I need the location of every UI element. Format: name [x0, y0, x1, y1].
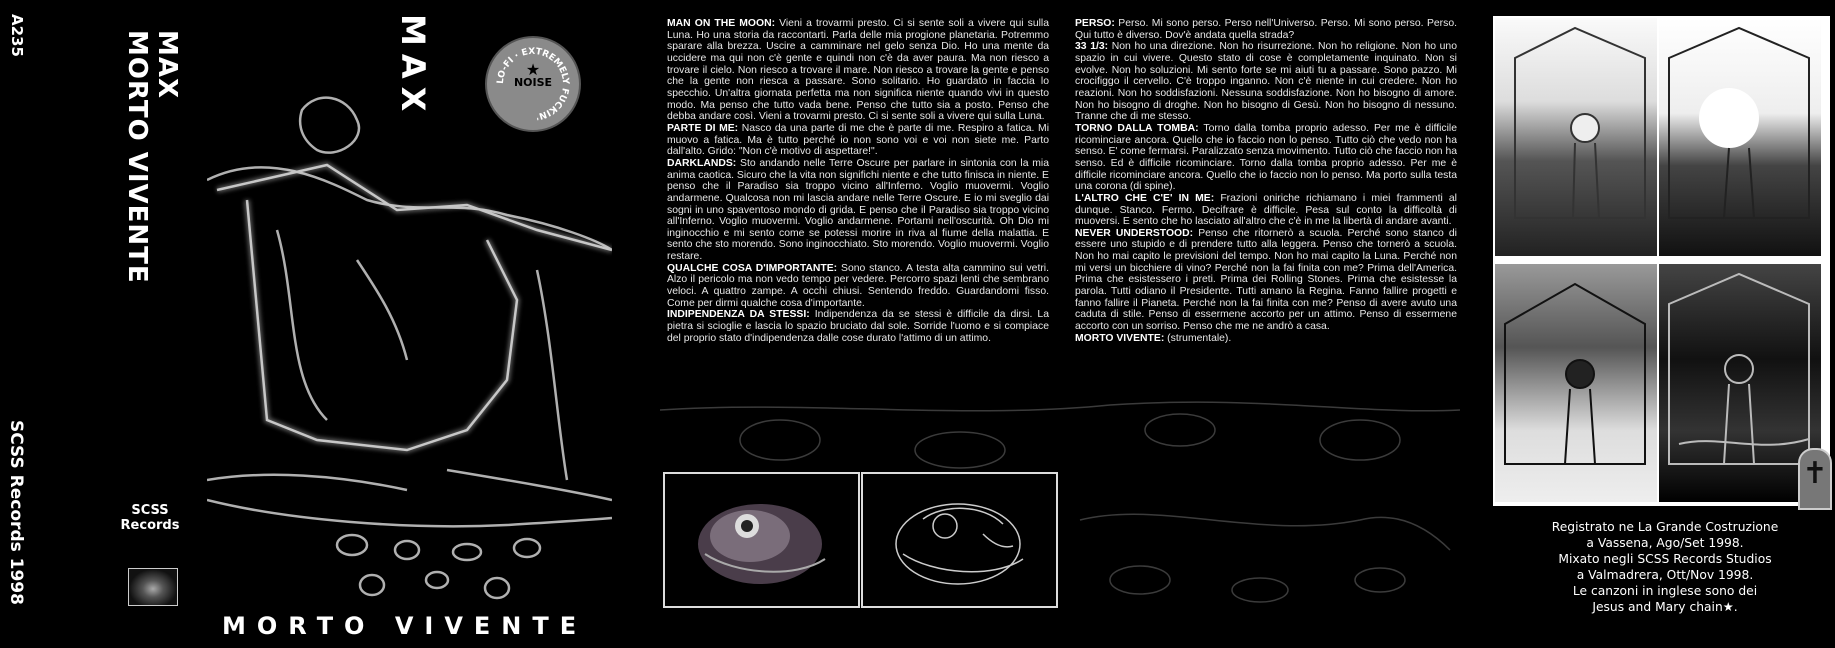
spine-artist: MAX [152, 30, 182, 100]
song-title: QUALCHE COSA D'IMPORTANTE: [667, 262, 838, 274]
front-artist: MAX [394, 14, 432, 120]
lyrics-panel-left [667, 18, 1049, 344]
credit-line: Jesus and Mary chain★. [1592, 600, 1738, 614]
lyric-block [1075, 41, 1457, 123]
catalog-number: A235 [8, 14, 26, 57]
front-cover [207, 0, 612, 648]
song-title: 33 1/3: [1075, 41, 1109, 53]
credit-line: a Vassena, Ago/Set 1998. [1586, 536, 1744, 550]
song-lyrics: Penso che ritornerò a scuola. Perché sono stanco di essere uno stupido e di prendere tutto alla leggera. Penso che tornerò a scuola. Non ho mai capito le previsioni del tempo. Non ho mai capito la Luna. Perché non mi versi un bicchiere di vino? Perché non la fai finita con me? Prima dell'America. Prima che esistessero i preti. Prima dei Rolling Stones. Prima che esistesse la parola. Tutti odiano il Presidente. Tutti amano la Regina. Fanno fallire progetti e fanno fallire il Pianeta. Perché non la fai finita con me? Penso di avere avuto una caduta di stile. Penso di essermene accorto per un attimo. Penso di essermene accorto con un sorriso. Penso che me ne andrò a casa. [1075, 227, 1457, 333]
song-title: DARKLANDS: [667, 157, 737, 169]
credit-line: Le canzoni in inglese sono dei [1572, 584, 1758, 598]
credit-line: Registrato ne La Grande Costruzione [1551, 520, 1779, 534]
photo-collage [1493, 16, 1830, 506]
song-lyrics: Non ho una direzione. Non ho risurrezione. Non ho religione. Non ho uno spazio in cui vivere. Questo stato di cose è completamente inquinato. Non si evolve. Non ho soluzioni. Mi sento forte se mi aiuti tu a passare. Sono pazzo. Mi crocifiggo il cervello. C'è troppo inganno. Non c'è niente in cui credere. Non ho reazioni. Non ho soddisfazioni. Nessuna soddisfazione. Non ho bisogno di amore. Non ho bisogno di droghe. Non ho bisogno di Gesù. Non ho bisogno di nessuno. Tranne che di me stesso. [1075, 41, 1457, 123]
lyric-block [1075, 123, 1457, 193]
credit-line: Mixato negli SCSS Records Studios [1558, 552, 1772, 566]
cross-icon: ✝ [1802, 457, 1828, 490]
star-icon: ★ [525, 62, 541, 79]
rabbit-photo-art [665, 474, 858, 606]
song-lyrics: Indipendenza da se stessi è difficile da dirsi. La pietra si scioglie e lascia lo spazio bruciato dal sole. Sorride l'uomo e si compiace del proprio stato d'indipendenza dalle cose durato l'attimo di un attimo. [667, 309, 1049, 344]
lofi-noise-stamp [485, 36, 581, 132]
credit-line: a Valmadrera, Ott/Nov 1998. [1576, 568, 1754, 582]
song-title: NEVER UNDERSTOOD: [1075, 227, 1194, 239]
lyric-block [1075, 228, 1457, 333]
song-title: PARTE DI ME: [667, 122, 739, 134]
lyric-block [1075, 193, 1457, 228]
spine-panel [0, 0, 205, 648]
lyric-block [667, 123, 1049, 158]
label-logo-line2: Records [120, 518, 180, 533]
song-title: PERSO: [1075, 18, 1115, 29]
song-title: TORNO DALLA TOMBA: [1075, 122, 1199, 134]
front-title: MORTO VIVENTE [222, 612, 588, 640]
band-photo-2 [1659, 18, 1821, 256]
lyric-block [667, 18, 1049, 123]
stamp-ring-text: LO-FI · EXTREMELY FUCKIN' [495, 46, 571, 121]
song-title: INDIPENDENZA DA STESSI: [667, 309, 810, 321]
lyrics-panel-right [1075, 18, 1457, 344]
label-logo-line1: SCSS [131, 503, 169, 518]
song-lyrics: Sono stanco. A testa alta cammino sui vetri. Alzo il pericolo ma non vedo tempo per vedere. Percorro spazi lenti che sembrano veloci. A quattro zampe. A occhi chiusi. Sentendo freddo. Guardandomi fisso. Come per dirmi qualche cosa d'importante. [667, 262, 1050, 309]
lyric-block [1075, 333, 1457, 345]
tombstone-icon [1798, 448, 1832, 510]
spine-title: MORTO VIVENTE [122, 30, 152, 284]
rabbit-outline-art [863, 474, 1056, 606]
lyric-block [1075, 18, 1457, 41]
song-lyrics: Perso. Mi sono perso. Perso nell'Universo. Perso. Mi sono perso. Perso. Qui tutto è diverso. Dov'è andata quella strada? [1075, 18, 1457, 41]
song-title: L'ALTRO CHE C'E' IN ME: [1075, 192, 1215, 204]
song-title: MAN ON THE MOON: [667, 18, 776, 29]
spine-thumbnail-image [128, 568, 178, 606]
song-title: MORTO VIVENTE: [1075, 332, 1165, 344]
band-photo-4 [1659, 264, 1821, 502]
stamp-center-text: NOISE [513, 76, 553, 89]
song-lyrics: Torno dalla tomba proprio adesso. Per me è difficile ricominciare ancora. Quello che io faccio non lo penso. Tutto ciò che vedo non ha senso. E' come fermarsi. Paralizzato senza movimento. Tutto ciò che faccio non ha senso. Ed è difficile ricominciare. Torno dalla tomba proprio adesso. Per me è difficile ricominciare ancora. Quello che io faccio non lo penso. Ma porto sulla testa una corona (di spine). [1075, 122, 1457, 193]
rabbit-outline-photo [861, 472, 1058, 608]
song-lyrics: Frazioni oniriche richiamano i miei frammenti al dunque. Stanco. Fermo. Decifrare è difficile. Pesa sul conto la difficoltà di muoversi. E sento che ho lasciato all'altro che c'è in me la libertà di andare avanti. [1075, 192, 1457, 228]
band-photo-1 [1495, 18, 1657, 256]
lyric-block [667, 158, 1049, 263]
song-lyrics: Nasco da una parte di me che è parte di me. Respiro a fatica. Mi muovo a fatica. Ma è tutto perché io non sono voi e voi non siete me. Parto dall'alto. Grido: "Non c'è motivo di aspettare!". [667, 122, 1049, 158]
label-logo [120, 503, 180, 533]
song-lyrics: Sto andando nelle Terre Oscure per parlare in sintonia con la mia anima caotica. Sicuro che la vita non significhi niente e che tutto finisca in niente. E penso che il Paradiso sia troppo vicino all'Inferno. Voglio muovermi. Voglio andarmene. Qualcosa non mi lascia andare nelle Terre Oscure. E io mi sveglio dai sogni in uno spaventoso mondo di grida. E penso che il Paradiso sia troppo vicino all'Inferno. Voglio muovermi. Voglio andarmene. Portami nell'oscurità. Oh Dio mi inginocchio e mi sento come se potessi morire in riva al fiume della malattia. E sento che sto morendo. Sono inginocchiato. Sto morendo. Voglio muovermi. Voglio restare. [667, 157, 1049, 263]
lyric-block [667, 263, 1049, 310]
song-lyrics: Vieni a trovarmi presto. Ci si sente soli a vivere qui sulla Luna. Ho una storia da raccontarti. Parla delle mia progione planetaria. Potremmo sparare alla brezza. Uscire a camminare nel gelo senza Dio. Ho una mente da uccidere ma qui non c'è gente e quindi non c'è da aver paura. Ma non riesco a trovare il cielo. Non riesco a trovare il mare. Non riesco a trovare la gente e penso che la gente non riesca a passare. Sono solitario. Ho guardato in faccia lo specchio. Un'altra giornata perfetta ma non significa niente quando vivi in questo modo. Ma penso che tutto vada bene. Penso che tutto sia a posto. Penso che debba andare così. Vieni a trovarmi presto. Ci si sente soli a vivere qui sulla Luna. [667, 18, 1049, 123]
song-lyrics: (strumentale). [1164, 332, 1232, 344]
rabbit-photo [663, 472, 860, 608]
credits-block [1500, 519, 1830, 615]
band-photo-3 [1495, 264, 1657, 502]
label-year-text: SCSS Records 1998 [6, 420, 26, 605]
lyric-block [667, 309, 1049, 344]
